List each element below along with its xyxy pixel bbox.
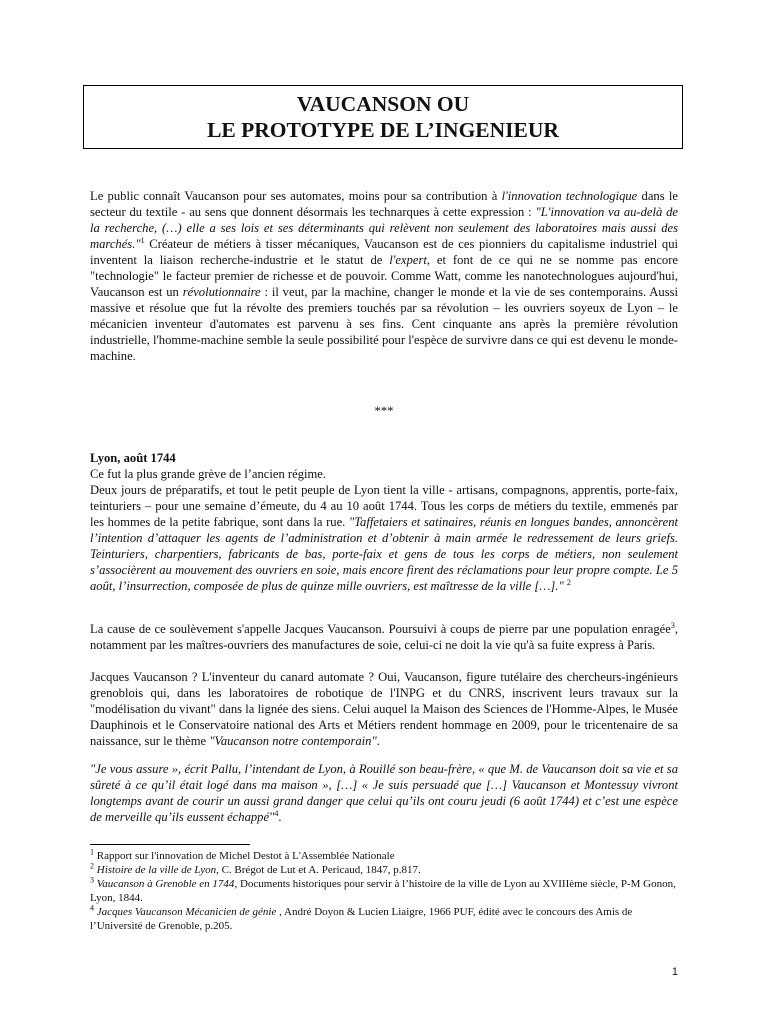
inventor-italic: "Vaucanson notre contemporain"	[209, 734, 377, 748]
intro-italic-revolutionnaire: révolutionnaire	[182, 285, 261, 299]
title-box	[83, 85, 683, 149]
footnotes	[90, 849, 678, 933]
footnote-text: Rapport sur l'innovation de Michel Destot à L'Assemblée Nationale	[94, 850, 395, 862]
inventor-text-2: .	[376, 734, 380, 748]
section-first-line: Ce fut la plus grande grève de l’ancien régime.	[90, 467, 327, 481]
intro-text-5: : il veut, par la machine, changer le monde et la vie de ses contemporains. Aussi massive et résolue que fut la révolte des premiers touchés par sa révolution – les ouvriers soyeux de Lyon – le mécanicien inventeur d'automates est parvenu à ses fins. Cent cinquante ans après la première révolution industrielle, l'homme-machine semble la seule possibilité pour l'espèce de survivre dans ce qui est devenu le monde-machine.	[90, 285, 678, 363]
footnote-text: , C. Brégot de Lut et A. Pericaud, 1847, p.817.	[216, 864, 421, 876]
footnote-1	[90, 849, 678, 863]
page-number: 1	[671, 966, 678, 978]
footnote-ref-3: 3	[670, 620, 675, 630]
footnote-number: 2	[90, 861, 94, 871]
section-quote: "Taffetaiers et satinaires, réunis en longues bandes, annoncèrent l’intention d’attaquer les agents de l’administration et d’obtenir à main armée le redressement de leurs griefs. Teinturiers, charpentiers, fabricants de bas, porte-faix et gens de tous les corps de métiers, non seulement s’associèrent au mouvement des ouvriers en soie, mais encore firent des réclamations pour leur propre compte. Le 5 août, l’insurrection, composée de plus de quinze mille ouvriers, est maîtresse de la ville […]."	[90, 515, 678, 593]
footnote-title: Histoire de la ville de Lyon	[94, 864, 217, 876]
cause-text-1: La cause de ce soulèvement s'appelle Jacques Vaucanson. Poursuivi à coups de pierre par une population enragée	[90, 622, 671, 636]
intro-italic-1: l'innovation technologique	[501, 189, 638, 203]
pallu-quote-paragraph	[90, 761, 678, 825]
footnote-ref-1: 1	[140, 235, 145, 245]
footnote-rule	[90, 844, 250, 845]
intro-text-4: , et font de ce qui ne se nomme pas encore "technologie" le facteur premier de richesse et de pouvoir. Comme Watt, comme les nanotechnologues aujourd'hui, Vaucanson est un	[90, 253, 678, 299]
pallu-quote: "Je vous assure », écrit Pallu, l’intendant de Lyon, à Rouillé son beau-frère, « que M. de Vaucanson doit sa vie et sa sûreté à ce qu’il était logé dans ma maison », […] « Je suis persuadé que […] Vaucanson et Montessuy vivront longtemps avant de courir un aussi grand danger que celui qu’ils ont couru jeudi (6 août 1744) et c’est une espèce de merveille qu’ils eussent échappé"	[90, 762, 678, 824]
section-separator: ***	[374, 404, 394, 418]
section-text: Deux jours de préparatifs, et tout le petit peuple de Lyon tient la ville - artisans, compagnons, apprentis, porte-faix, teinturiers – pour une semaine d’émeute, du 4 au 10 août 1744. Tous les corps de métiers du textile, emmenés par les hommes de la petite fabrique, sont dans la rue.	[90, 483, 678, 529]
footnote-number: 3	[90, 875, 94, 885]
title-line-2: LE PROTOTYPE DE L’INGENIEUR	[207, 118, 559, 142]
inventor-paragraph	[90, 669, 678, 749]
footnote-2	[90, 863, 678, 877]
intro-text-3: Créateur de métiers à tisser mécaniques, Vaucanson est de ces pionniers du capitalisme industriel qui inventent la liaison recherche-industrie et le statut de	[90, 237, 678, 267]
footnote-text: , André Doyon & Lucien Liaigre, 1966 PUF, édité avec le concours des Amis de l’Université de Grenoble, p.205.	[90, 906, 633, 932]
footnote-text: , Documents historiques pour servir à l’histoire de la ville de Lyon au XVIIIème siècle, P-M Gonon, Lyon, 1844.	[90, 878, 676, 904]
cause-paragraph	[90, 621, 678, 653]
intro-paragraph	[90, 188, 678, 364]
footnote-number: 1	[90, 847, 94, 857]
footnote-3	[90, 877, 678, 905]
footnote-title: Jacques Vaucanson Mécanicien de génie	[94, 906, 277, 918]
intro-italic-expert: l'expert	[389, 253, 427, 267]
intro-quote: "L'innovation va au-delà de la recherche, (…) elle a ses lois et ses déterminants qui relèvent non seulement des laboratoires mais aussi des marchés."	[90, 205, 679, 251]
inventor-text-1: Jacques Vaucanson ? L'inventeur du canard automate ? Oui, Vaucanson, figure tutélaire des chercheurs-ingénieurs grenoblois qui, dans les laboratoires de robotique de l'INPG et du CNRS, inscrivent leurs travaux sur la "modélisation du vivant" dans la lignée des siens. Celui auquel la Maison des Sciences de l'Homme-Alpes, le Musée Dauphinois et le Conservatoire national des Arts et Métiers rendent hommage en 2009, pour le tricentenaire de sa naissance, sur le thème	[90, 670, 678, 748]
title-line-1: VAUCANSON OU	[296, 92, 470, 116]
intro-text-1: Le public connaît Vaucanson pour ses automates, moins pour sa contribution à	[90, 189, 502, 203]
footnote-ref-2: 2	[566, 577, 571, 587]
pallu-quote-end: .	[278, 810, 282, 824]
intro-text-2: dans le secteur du textile - au sens que donnent désormais les technarques à cette expression :	[90, 189, 678, 219]
footnote-ref-4: 4	[274, 808, 279, 818]
section-heading: Lyon, août 1744	[90, 451, 176, 465]
footnote-title: Vaucanson à Grenoble en 1744	[94, 878, 235, 890]
cause-text-2: , notamment par les maîtres-ouvriers des manufactures de soie, celui-ci ne doit la vie qu'à sa fuite express à Paris.	[90, 622, 678, 652]
lyon-section	[90, 450, 678, 594]
footnote-4	[90, 905, 678, 933]
footnote-number: 4	[90, 903, 94, 913]
